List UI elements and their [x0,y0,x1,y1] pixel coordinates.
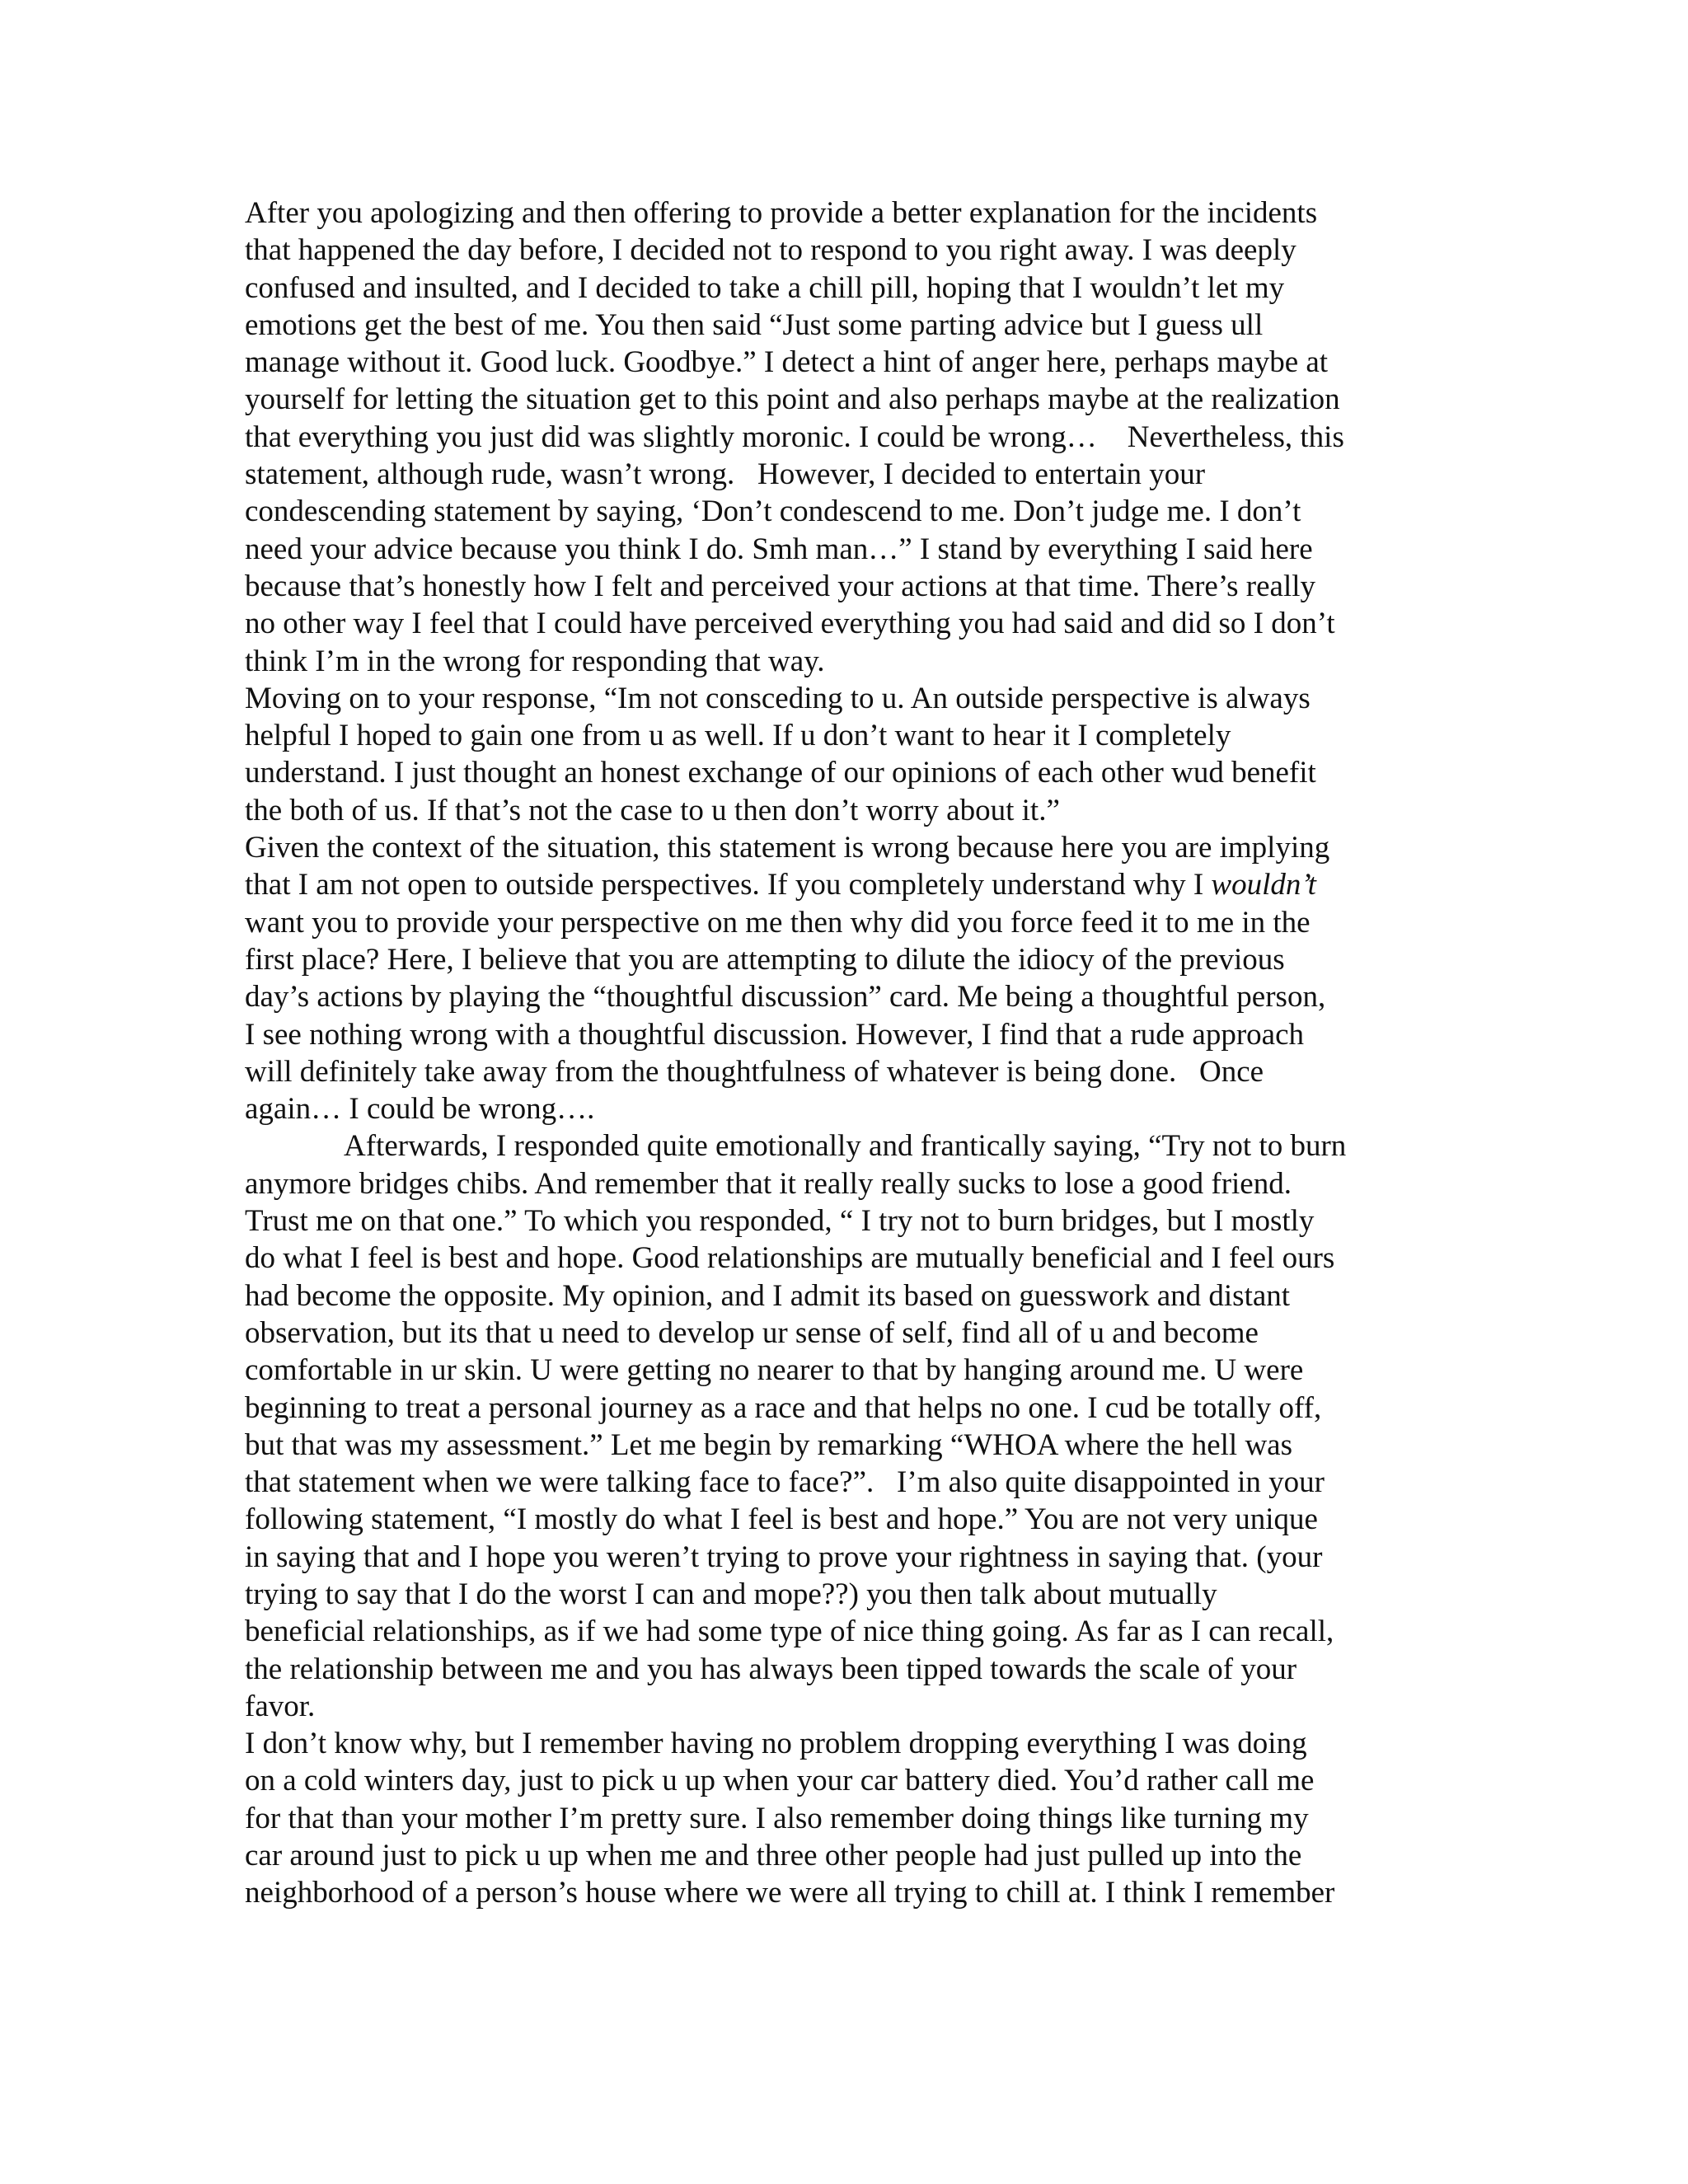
text-line: yourself for letting the situation get to this point and also perhaps maybe at the realization [245,382,1340,417]
text-line: on a cold winters day, just to pick u up when your car battery died. You’d rather call me [245,1764,1315,1798]
text-line: Moving on to your response, “Im not consceding to u. An outside perspective is always [245,681,1311,715]
text-segment: that I am not open to outside perspectives. If you completely understand why I [245,868,1212,902]
italic-word: wouldn’t [1211,868,1316,902]
text-line: need your advice because you think I do. Smh man…” I stand by everything I said here [245,532,1313,566]
text-line: beginning to treat a personal journey as a race and that helps no one. I cud be totally off, [245,1390,1322,1425]
text-line: beneficial relationships, as if we had some type of nice thing going. As far as I can recall, [245,1615,1334,1649]
text-line: neighborhood of a person’s house where we were all trying to chill at. I think I remember [245,1876,1335,1910]
text-line: that everything you just did was slightly moronic. I could be wrong… Nevertheless, this [245,419,1344,454]
text-line: manage without it. Good luck. Goodbye.” I detect a hint of anger here, perhaps maybe at [245,345,1329,380]
text-line: emotions get the best of me. You then said “Just some parting advice but I guess ull [245,307,1264,342]
text-line: confused and insulted, and I decided to take a chill pill, hoping that I wouldn’t let my [245,270,1285,305]
indented-text-line: Afterwards, I responded quite emotionally and frantically saying, “Try not to burn [344,1129,1347,1164]
text-line: no other way I feel that I could have perceived everything you had said and did so I don’t [245,607,1335,641]
text-line: the both of us. If that’s not the case to u then don’t worry about it.” [245,793,1060,827]
text-line: again… I could be wrong…. [245,1092,595,1127]
text-line: I see nothing wrong with a thoughtful discussion. However, I find that a rude approach [245,1017,1304,1052]
text-line: Trust me on that one.” To which you responded, “ I try not to burn bridges, but I mostly [245,1204,1315,1239]
text-line: anymore bridges chibs. And remember that it really really sucks to lose a good friend. [245,1166,1292,1201]
text-line-with-italic [245,866,1432,903]
text-line: Given the context of the situation, this statement is wrong because here you are implying [245,831,1330,865]
text-line: in saying that and I hope you weren’t trying to prove your rightness in saying that. (your [245,1540,1323,1574]
text-line: that happened the day before, I decided not to respond to you right away. I was deeply [245,233,1296,268]
text-line: but that was my assessment.” Let me begin by remarking “WHOA where the hell was [245,1427,1293,1462]
document-body [245,194,1432,1912]
text-line: After you apologizing and then offering to provide a better explanation for the incidents [245,196,1318,230]
text-line: understand. I just thought an honest exchange of our opinions of each other wud benefit [245,756,1316,790]
text-line: think I’m in the wrong for responding that way. [245,644,825,678]
text-line: do what I feel is best and hope. Good relationships are mutually beneficial and I feel ours [245,1241,1335,1276]
text-line: had become the opposite. My opinion, and I admit its based on guesswork and distant [245,1278,1291,1313]
text-line: want you to provide your perspective on me then why did you force feed it to me in the [245,905,1311,940]
text-line: the relationship between me and you has always been tipped towards the scale of your [245,1652,1297,1686]
text-line: first place? Here, I believe that you are attempting to dilute the idiocy of the previous [245,942,1285,977]
text-line: condescending statement by saying, ‘Don’t condescend to me. Don’t judge me. I don’t [245,494,1301,529]
text-line: car around just to pick u up when me and three other people had just pulled up into the [245,1839,1302,1873]
text-line: helpful I hoped to gain one from u as well. If u don’t want to hear it I completely [245,719,1231,753]
text-line: comfortable in ur skin. U were getting no nearer to that by hanging around me. U were [245,1353,1304,1388]
text-line: observation, but its that u need to develop ur sense of self, find all of u and become [245,1315,1259,1350]
text-line: will definitely take away from the thoughtfulness of whatever is being done. Once [245,1054,1264,1089]
text-line: because that’s honestly how I felt and perceived your actions at that time. There’s really [245,569,1316,603]
text-line: for that than your mother I’m pretty sure. I also remember doing things like turning my [245,1801,1309,1835]
text-line: day’s actions by playing the “thoughtful discussion” card. Me being a thoughtful person, [245,980,1326,1015]
text-line: that statement when we were talking face to face?”. I’m also quite disappointed in your [245,1465,1325,1500]
text-line: trying to say that I do the worst I can and mope??) you then talk about mutually [245,1577,1217,1611]
text-line: I don’t know why, but I remember having no problem dropping everything I was doing [245,1727,1307,1761]
text-line: favor. [245,1689,316,1723]
text-line: following statement, “I mostly do what I feel is best and hope.” You are not very unique [245,1502,1318,1537]
text-line: statement, although rude, wasn’t wrong. However, I decided to entertain your [245,457,1206,492]
